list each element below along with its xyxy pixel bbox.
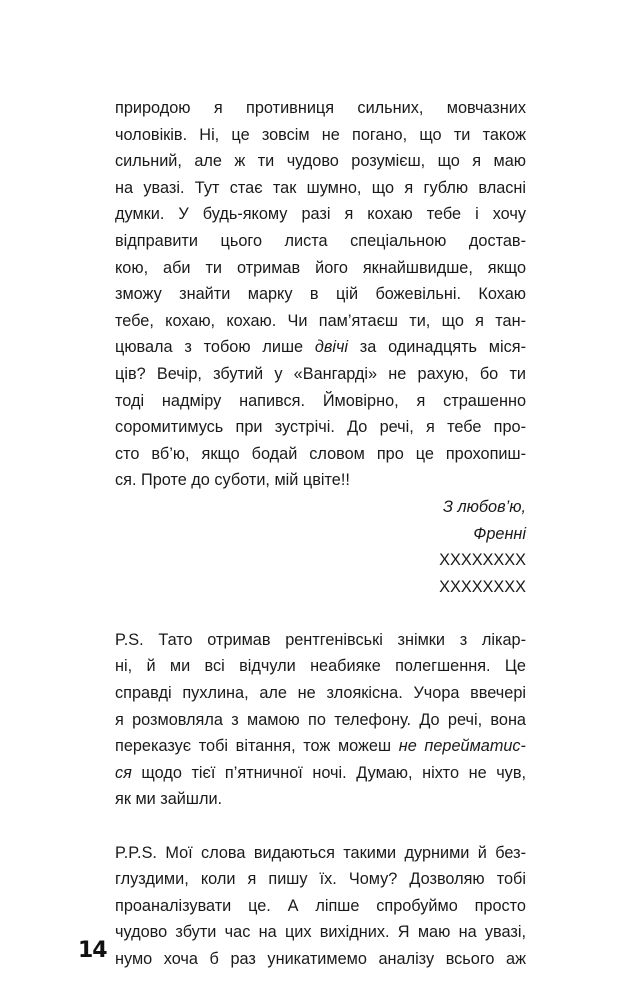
text-line: проаналізувати це. А ліпше спробуймо просто <box>115 896 526 915</box>
pps-paragraph <box>115 840 526 973</box>
text-line: нумо хоча б раз уникатимемо аналізу всього аж <box>115 950 526 968</box>
text-line: соромитимусь при зустрічі. До речі, я тебе про- <box>115 418 526 437</box>
signoff-text: З любов’ю, <box>442 497 526 516</box>
page-body <box>115 95 526 973</box>
text-line: кою, аби ти отримав його якнайшвидше, якщо <box>115 258 526 277</box>
paragraph-gap <box>115 600 526 627</box>
ps-paragraph <box>115 627 526 813</box>
signoff <box>115 494 526 521</box>
kisses-line: ХХХХХХХХ <box>439 551 526 570</box>
signature-name <box>115 521 526 548</box>
text-line: ні, й ми всі відчули неабияке полегшення. Це <box>115 657 526 676</box>
text-line: відправити цього листа спеціальною достав- <box>115 231 526 250</box>
text-line: тоді надміру напився. Ймовірно, я страшенно <box>115 391 526 410</box>
text-line: ся. Проте до суботи, мій цвіте!! <box>115 471 350 490</box>
emphasis-text: двічі <box>314 338 349 357</box>
text-line: зможу знайти марку в цій божевільні. Кохаю <box>115 285 526 304</box>
text-line: ців? Вечір, збутий у «Вангарді» не рахую, бо ти <box>115 364 526 383</box>
text-line: P.S. Тато отримав рентгенівські знімки з лікар- <box>115 630 526 649</box>
text-line: переказує тобі вітання, тож можеш не перейматис- <box>115 737 526 756</box>
text-line: сильний, але ж ти чудово розумієш, що я маю <box>115 152 526 171</box>
text-run: переказує тобі вітання, тож можеш <box>115 737 399 756</box>
text-line: чудово збути час на цих вихідних. Я маю на увазі, <box>115 923 526 942</box>
text-run: за одинадцять міся- <box>348 338 526 357</box>
text-line: на увазі. Тут стає так шумно, що я гублю власні <box>115 178 526 197</box>
text-line: P.P.S. Мої слова видаються такими дурними й без- <box>115 843 526 862</box>
text-run: цювала з тобою лише <box>115 338 315 357</box>
text-line <box>115 760 526 787</box>
emphasis-text: не перейматис <box>398 737 521 756</box>
text-line: тебе, кохаю, кохаю. Чи пам’ятаєш ти, що я тан- <box>115 311 526 330</box>
text-line: думки. У будь-якому разі я кохаю тебе і хочу <box>115 205 526 224</box>
paragraph-gap <box>115 813 526 840</box>
text-line: я розмовляла з мамою по телефону. До речі, вона <box>115 710 526 729</box>
signature-name-text: Френні <box>473 524 526 543</box>
page-number: 14 <box>78 938 107 963</box>
text-line: глуздими, коли я пишу їх. Чому? Дозволяю тобі <box>115 870 526 889</box>
text-line: сто вб’ю, якщо бодай словом про це прохопиш- <box>115 444 526 463</box>
text-line <box>115 334 526 361</box>
text-line: справді пухлина, але не злоякісна. Учора ввечері <box>115 684 526 703</box>
text-line: як ми зайшли. <box>115 790 223 809</box>
kisses-line: ХХХХХХХХ <box>439 577 526 596</box>
text-line: природою я противниця сильних, мовчазних <box>115 99 526 117</box>
text-run: щодо тієї п’ятничної ночі. Думаю, ніхто не чув, <box>131 763 526 782</box>
letter-paragraph <box>115 95 526 600</box>
text-line: чоловіків. Ні, це зовсім не погано, що ти також <box>115 125 526 144</box>
emphasis-text: ся <box>115 763 132 782</box>
